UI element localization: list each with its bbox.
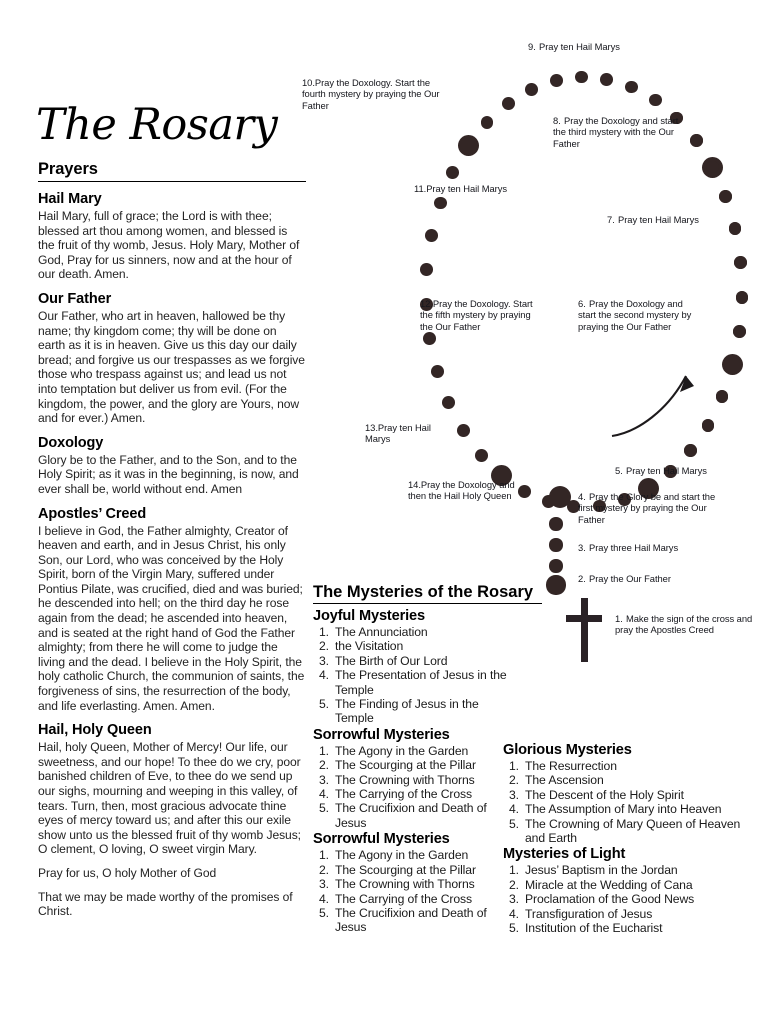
rosary-bead — [446, 166, 459, 179]
mysteries-section-heading: The Mysteries of the Rosary — [313, 583, 542, 604]
rosary-bead — [734, 256, 747, 269]
rosary-step-text: Pray the Doxology and then the Hail Holy Queen — [408, 479, 515, 502]
list-item-number: 2. — [509, 773, 519, 788]
list-item-number: 4. — [319, 787, 329, 802]
rosary-bead — [434, 197, 447, 210]
list-item-label: The Carrying of the Cross — [335, 891, 473, 906]
mysteries-group-title: Sorrowful Mysteries — [313, 831, 450, 848]
rosary-bead — [457, 424, 470, 437]
rosary-step-label — [420, 298, 536, 332]
list-item-number: 2. — [319, 758, 329, 773]
list-item-label: The Agony in the Garden — [335, 743, 469, 758]
mysteries-group — [313, 608, 513, 726]
list-item-number: 5. — [509, 816, 519, 831]
rosary-step-label — [578, 542, 728, 553]
rosary-bead — [625, 81, 638, 94]
rosary-bead — [575, 71, 588, 84]
list-item-number: 5. — [509, 921, 519, 936]
rosary-step-label — [528, 41, 658, 52]
list-item-label: The Annunciation — [335, 625, 428, 639]
rosary-step-label — [578, 298, 698, 332]
direction-arrow-icon — [610, 340, 720, 440]
rosary-bead — [475, 449, 488, 462]
rosary-step-number: 6. — [578, 298, 586, 309]
list-item — [313, 758, 513, 772]
mysteries-group-list — [313, 848, 513, 934]
prayers-column — [38, 160, 306, 919]
list-item-label: The Birth of Our Lord — [335, 653, 448, 668]
rosary-step-label — [408, 479, 532, 502]
rosary-bead — [442, 396, 455, 409]
list-item — [503, 773, 753, 787]
list-item-number: 1. — [509, 759, 519, 773]
list-item-label: Transfiguration of Jesus — [525, 906, 653, 921]
list-item — [313, 744, 513, 758]
mysteries-group-list — [503, 759, 753, 845]
rosary-bead — [502, 97, 515, 110]
rosary-step-label — [553, 115, 681, 149]
mysteries-right-column — [503, 741, 753, 936]
list-item-label: Proclamation of the Good News — [525, 892, 695, 907]
list-item — [313, 906, 513, 935]
list-item-number: 3. — [509, 892, 519, 907]
prayer-paragraph: Pray for us, O holy Mother of God — [38, 865, 217, 880]
mysteries-group-title: Glorious Mysteries — [503, 742, 632, 758]
prayer-paragraph: Our Father, who art in heaven, hallowed be thy name; thy kingdom come; thy will be done on earth as it is in heaven. Give us this day our daily bread; and forgive us our trespasses as we forgive those who trespass against us; and lead us not into temptation but deliver us from evil. (For the kingdom, the power, and the glory are Yours, now and for ever.) Amen. — [38, 308, 305, 426]
rosary-step-text: Pray the Our Father — [589, 573, 671, 584]
list-item — [313, 697, 513, 726]
prayer-paragraph: Hail, holy Queen, Mother of Mercy! Our life, our sweetness, and our hope! To thee do we cry, poor banished children of Eve, to thee do we send up our sighs, mourning and weeping in this valley, of tears. Turn, then, most gracious advocate thine eyes of mercy toward us; and after this our exile show unto us the blessed fruit of thy womb Jesus; O clement, O loving, O sweet virgin Mary. — [38, 740, 301, 857]
list-item-label: the Visitation — [335, 639, 404, 654]
list-item-number: 3. — [319, 877, 329, 892]
mysteries-group-list — [313, 625, 513, 726]
list-item-number: 4. — [319, 891, 329, 906]
list-item — [313, 787, 513, 801]
mysteries-group-list — [503, 863, 753, 935]
mysteries-group-title: Mysteries of Light — [503, 846, 626, 863]
list-item-number: 2. — [319, 639, 329, 654]
rosary-step-text: Pray the Glory be and start the first mystery by praying the Our Father — [578, 491, 716, 525]
rosary-step-label — [365, 422, 441, 445]
rosary-step-label — [615, 465, 765, 476]
rosary-step-text: Pray three Hail Marys — [589, 542, 679, 553]
list-item-number: 4. — [509, 906, 519, 921]
list-item — [313, 639, 513, 653]
list-item — [313, 848, 513, 862]
list-item-number: 1. — [319, 743, 329, 758]
rosary-step-number: 12. — [420, 298, 433, 309]
rosary-bead — [431, 365, 444, 378]
list-item-label: The Scourging at the Pillar — [335, 862, 476, 877]
rosary-bead — [458, 135, 479, 156]
prayer-paragraph: Hail Mary, full of grace; the Lord is with thee; blessed art thou among women, and blessed is the fruit of thy womb, Jesus. Holy Mary, Mother of God, Pray for us sinners, now and at the hour of our death. Amen. — [38, 209, 300, 282]
list-item — [313, 668, 513, 697]
rosary-step-number: 7. — [607, 214, 615, 225]
mysteries-group-title: Sorrowful Mysteries — [313, 726, 450, 743]
rosary-bead — [690, 134, 703, 147]
mysteries-group-list — [313, 744, 513, 830]
list-item-number: 4. — [319, 668, 329, 683]
list-item — [503, 878, 753, 892]
list-item — [503, 802, 753, 816]
prayer-paragraph: I believe in God, the Father almighty, Creator of heaven and earth, and in Jesus Christ, his only Son, our Lord, who was conceived by the Holy Spirit, born of the Virgin Mary, suffered under Pontius Pilate, was crucified, died and was buried; he descended into hell; on the third day he rose again from the dead; he ascended into heaven, and is seated at the right hand of God the Father almighty; from there he will come to judge the living and the dead. I believe in the Holy Spirit, the holy catholic Church, the communion of saints, the forgiveness of sins, the resurrection of the body, and life everlasting. Amen. Amen. — [38, 523, 305, 713]
list-item — [503, 907, 753, 921]
rosary-bead — [736, 291, 749, 304]
prayer-title: Hail Mary — [38, 191, 102, 207]
rosary-step-text: Make the sign of the cross and pray the Apostles Creed — [615, 613, 753, 636]
list-item-number: 3. — [509, 787, 519, 802]
rosary-step-number: 14. — [408, 479, 421, 490]
rosary-bead — [423, 332, 436, 345]
list-item-number: 5. — [319, 697, 329, 712]
rosary-step-text: Pray the Doxology and start the third mystery with the Our Father — [553, 115, 679, 149]
list-item — [503, 921, 753, 935]
list-item-number: 3. — [319, 653, 329, 668]
list-item-number: 2. — [319, 862, 329, 877]
list-item — [503, 759, 753, 773]
rosary-step-number: 1. — [615, 613, 623, 624]
rosary-step-number: 2. — [578, 573, 586, 584]
list-item-label: The Ascension — [525, 773, 604, 788]
list-item-label: The Descent of the Holy Spirit — [525, 787, 684, 802]
rosary-step-text: Pray ten Hail Marys — [539, 41, 620, 52]
list-item — [503, 863, 753, 877]
rosary-step-text: Pray ten Hail Marys — [626, 465, 707, 476]
rosary-step-text: Pray the Doxology. Start the fourth mystery by praying the Our Father — [302, 77, 440, 111]
rosary-bead — [525, 83, 538, 96]
mysteries-left-column — [313, 607, 513, 936]
list-item-label: Jesus’ Baptism in the Jordan — [525, 863, 678, 878]
rosary-bead — [649, 94, 662, 107]
list-item-label: The Crowning with Thorns — [335, 772, 475, 787]
page-title: The Rosary — [36, 100, 278, 150]
rosary-bead — [425, 229, 438, 242]
list-item — [503, 817, 753, 846]
rosary-bead — [719, 190, 732, 203]
prayer-title: Doxology — [38, 434, 104, 451]
rosary-bead — [684, 444, 697, 457]
list-item-label: The Presentation of Jesus in the Temple — [335, 668, 507, 697]
rosary-step-number: 13. — [365, 422, 378, 433]
rosary-step-text: Pray ten Hail Marys — [618, 214, 699, 225]
list-item-number: 1. — [319, 848, 329, 863]
rosary-step-number: 9. — [528, 41, 536, 52]
rosary-bead — [550, 74, 563, 87]
prayer-title: Hail, Holy Queen — [38, 722, 152, 739]
list-item-number: 1. — [319, 625, 329, 639]
list-item — [313, 625, 513, 639]
list-item-label: Miracle at the Wedding of Cana — [525, 877, 693, 892]
rosary-step-text: Pray the Doxology and start the second mystery by praying the Our Father — [578, 298, 692, 332]
rosary-step-text: Pray ten Hail Marys — [365, 422, 431, 445]
rosary-step-number: 8. — [553, 115, 561, 126]
mysteries-group — [313, 727, 513, 830]
rosary-step-label — [578, 491, 726, 525]
rosary-step-label — [607, 214, 737, 225]
prayer-title: Our Father — [38, 290, 112, 307]
rosary-step-number: 11. — [414, 183, 427, 194]
list-item-label: The Crucifixion and Death of Jesus — [335, 801, 487, 830]
rosary-bead — [420, 263, 433, 276]
list-item — [313, 654, 513, 668]
list-item-label: The Crowning of Mary Queen of Heaven and Earth — [525, 816, 741, 846]
list-item — [503, 788, 753, 802]
prayers-list — [38, 191, 306, 919]
rosary-step-label — [615, 613, 765, 636]
list-item-label: The Carrying of the Cross — [335, 787, 473, 802]
rosary-step-label — [302, 77, 448, 111]
rosary-step-number: 3. — [578, 542, 586, 553]
rosary-step-number: 4. — [578, 491, 586, 502]
prayer-paragraph: That we may be made worthy of the promises of Christ. — [38, 889, 293, 919]
list-item-label: The Agony in the Garden — [335, 848, 469, 863]
rosary-step-text: Pray ten Hail Marys — [426, 183, 508, 194]
list-item-number: 3. — [319, 772, 329, 787]
list-item — [313, 801, 513, 830]
prayers-section-heading: Prayers — [38, 160, 306, 182]
rosary-step-text: Pray the Doxology. Start the fifth mystery by praying the Our Father — [420, 298, 533, 332]
rosary-bead — [481, 116, 494, 129]
list-item — [313, 877, 513, 891]
list-item-label: The Resurrection — [525, 759, 617, 773]
crucifix-horizontal-bar — [566, 615, 602, 622]
list-item-label: The Finding of Jesus in the Temple — [335, 697, 479, 726]
list-item — [503, 892, 753, 906]
rosary-bead — [549, 538, 562, 551]
rosary-bead — [722, 354, 743, 375]
rosary-bead — [549, 517, 562, 530]
rosary-step-label — [414, 183, 554, 194]
list-item-number: 4. — [509, 802, 519, 817]
list-item-number: 1. — [509, 863, 519, 878]
list-item-number: 5. — [319, 801, 329, 816]
rosary-step-number: 5. — [615, 465, 623, 476]
list-item-label: The Crowning with Thorns — [335, 877, 475, 892]
rosary-bead — [733, 325, 746, 338]
list-item-label: Institution of the Eucharist — [525, 921, 663, 936]
list-item-label: The Crucifixion and Death of Jesus — [335, 905, 487, 935]
rosary-step-number: 10. — [302, 77, 315, 88]
mysteries-group — [503, 742, 753, 845]
list-item-number: 2. — [509, 877, 519, 892]
list-item — [313, 892, 513, 906]
prayer-paragraph: Glory be to the Father, and to the Son, and to the Holy Spirit; as it was in the beginning, is now, and ever shall be, world without end. Amen — [38, 452, 299, 496]
prayer-title: Apostles’ Creed — [38, 505, 147, 522]
rosary-bead — [600, 73, 613, 86]
mysteries-group — [313, 831, 513, 934]
list-item-label: The Scourging at the Pillar — [335, 758, 476, 773]
list-item — [313, 863, 513, 877]
list-item-label: The Assumption of Mary into Heaven — [525, 802, 722, 817]
list-item — [313, 773, 513, 787]
list-item-number: 5. — [319, 905, 329, 920]
rosary-bead — [549, 559, 562, 572]
mysteries-group-title: Joyful Mysteries — [313, 608, 425, 624]
mysteries-group — [503, 846, 753, 935]
